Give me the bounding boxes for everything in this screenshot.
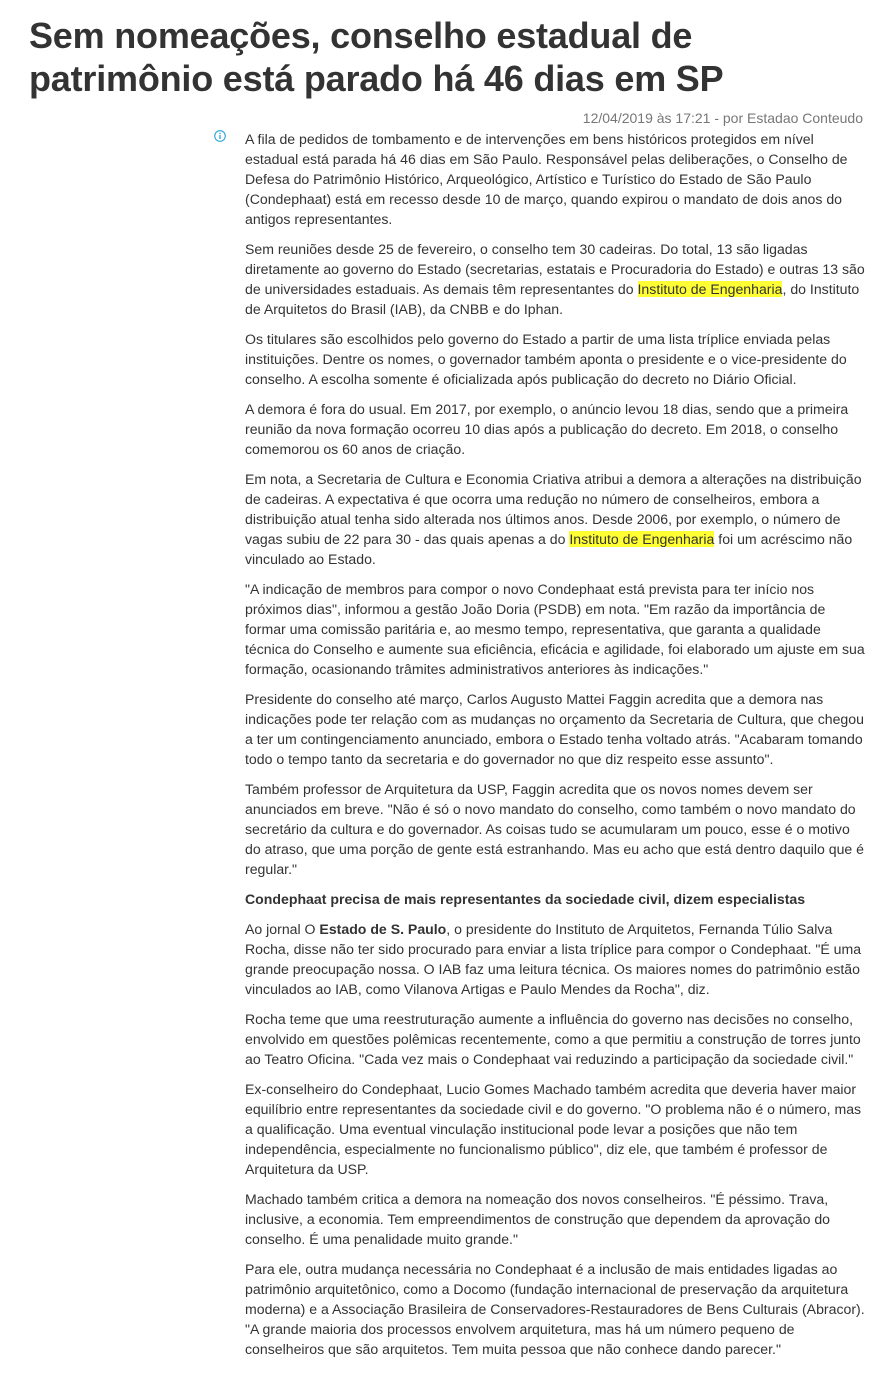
newspaper-name: Estado de S. Paulo — [319, 921, 447, 937]
article-paragraph — [245, 469, 865, 569]
article-paragraph: Os titulares são escolhidos pelo governo do Estado a partir de uma lista tríplice enviada pelas instituições. Dentre os nomes, o governador também aponta o presidente e o vice-presidente do conselho. A escolha somente é oficializada após publicação do decreto no Diário Oficial. — [245, 331, 847, 387]
article-paragraph — [245, 919, 865, 999]
article-paragraph: Machado também critica a demora na nomeação dos novos conselheiros. "É péssimo. Trava, inclusive, a economia. Tem empreendimentos de construção que dependem da aprovação do conselho. É uma penalidade muito grande." — [245, 1191, 830, 1247]
article-paragraph: Também professor de Arquitetura da USP, Faggin acredita que os novos nomes devem ser anunciados em breve. "Não é só o novo mandato do conselho, como também o novo mandato do secretário da cultura e do governador. As coisas tudo se acumularam um pouco, esse é o motivo do atraso, que uma porção de gente está estranhando. Mas eu acho que está dentro daquilo que é regular." — [245, 781, 865, 877]
paragraph-text: Em nota, a Secretaria de Cultura e Economia Criativa atribui a demora a alterações na distribuição de cadeiras. A expectativa é que ocorra uma redução no número de conselheiros, embora a distribuição atual tenha sido alterada nos últimos anos. Desde 2006, por exemplo, o número de vagas subiu de 22 para 30 - das quais apenas a do — [245, 471, 862, 547]
paragraph-text: , o presidente do Instituto de Arquitetos, Fernanda Túlio Salva Rocha, disse não ter sido procurado para enviar a lista tríplice para compor o Condephaat. "É uma grande preocupação nossa. O IAB faz uma leitura técnica. Os maiores nomes do patrimônio estão vinculados ao IAB, como Vilanova Artigas e Paulo Mendes da Rocha", diz. — [245, 921, 862, 997]
article-paragraph: Ex-conselheiro do Condephaat, Lucio Gomes Machado também acredita que deveria haver maior equilíbrio entre representantes da sociedade civil e do governo. "O problema não é o número, mas a qualificação. Uma eventual vinculação institucional pode levar a posições que não tem independência, especialmente no funcionalismo público", diz ele, que também é professor de Arquitetura da USP. — [245, 1081, 862, 1177]
info-icon[interactable] — [214, 130, 226, 142]
article-paragraph: Presidente do conselho até março, Carlos Augusto Mattei Faggin acredita que a demora nas indicações pode ter relação com as mudanças no orçamento da Secretaria de Cultura, que chegou a ter um contingenciamento anunciado, embora o Estado tenha voltado atrás. "Acabaram tomando todo o tempo tanto da secretaria e do governador no que diz respeito esse assunto". — [245, 691, 864, 767]
article-byline: 12/04/2019 às 17:21 - por Estadao Conteudo — [582, 110, 863, 126]
highlighted-term: Instituto de Engenharia — [569, 531, 715, 547]
highlighted-term: Instituto de Engenharia — [637, 281, 783, 297]
article-paragraph: A demora é fora do usual. Em 2017, por exemplo, o anúncio levou 18 dias, sendo que a primeira reunião da nova formação ocorreu 10 dias após a publicação do decreto. Em 2018, o conselho comemorou os 60 anos de criação. — [245, 401, 849, 457]
article-paragraph: A fila de pedidos de tombamento e de intervenções em bens históricos protegidos em nível estadual está parada há 46 dias em São Paulo. Responsável pelas deliberações, o Conselho de Defesa do Patrimônio Histórico, Arqueológico, Artístico e Turístico do Estado de São Paulo (Condephaat) está em recesso desde 10 de março, quando expirou o mandato de dois anos do antigos representantes. — [245, 131, 848, 227]
paragraph-text: foi um acréscimo não vinculado ao Estado. — [245, 531, 853, 567]
article-subheading: Condephaat precisa de mais representantes da sociedade civil, dizem especialistas — [245, 891, 806, 907]
paragraph-text: Ao jornal O — [245, 921, 320, 937]
article-paragraph: Para ele, outra mudança necessária no Condephaat é a inclusão de mais entidades ligadas ao patrimônio arquitetônico, como a Docomo (fundação internacional de preservação da arquitetura moderna) e a Associação Brasileira de Conservadores-Restauradores de Bens Culturais (Abracor). "A grande maioria dos processos envolvem arquitetura, mas há um número pequeno de conselheiros que são arquitetos. Tem muita pessoa que não conhece dando parecer." — [245, 1261, 865, 1357]
paragraph-text: , do Instituto de Arquitetos do Brasil (IAB), da CNBB e do Iphan. — [245, 281, 860, 317]
page-title: Sem nomeações, conselho estadual de patrimônio está parado há 46 dias em SP — [29, 15, 724, 99]
article-body — [245, 129, 865, 1369]
article-paragraph — [245, 239, 865, 319]
paragraph-text: Sem reuniões desde 25 de fevereiro, o conselho tem 30 cadeiras. Do total, 13 são ligadas diretamente ao governo do Estado (secretarias, estatais e Procuradoria do Estado) e outras 13 são de universidades estaduais. As demais têm representantes do — [245, 241, 865, 297]
article-paragraph: "A indicação de membros para compor o novo Condephaat está prevista para ter início nos próximos dias", informou a gestão João Doria (PSDB) em nota. "Em razão da importância de formar uma comissão paritária e, ao mesmo tempo, representativa, que garanta a qualidade técnica do Conselho e aumente sua eficiência, eficácia e agilidade, foi elaborado um ajuste em sua formação, ocasionando trâmites administrativos anteriores às indicações." — [245, 581, 865, 677]
article-paragraph: Rocha teme que uma reestruturação aumente a influência do governo nas decisões no conselho, envolvido em questões polêmicas recentemente, como a que permitiu a construção de torres junto ao Teatro Oficina. "Cada vez mais o Condephaat vai reduzindo a participação da sociedade civil." — [245, 1011, 861, 1067]
